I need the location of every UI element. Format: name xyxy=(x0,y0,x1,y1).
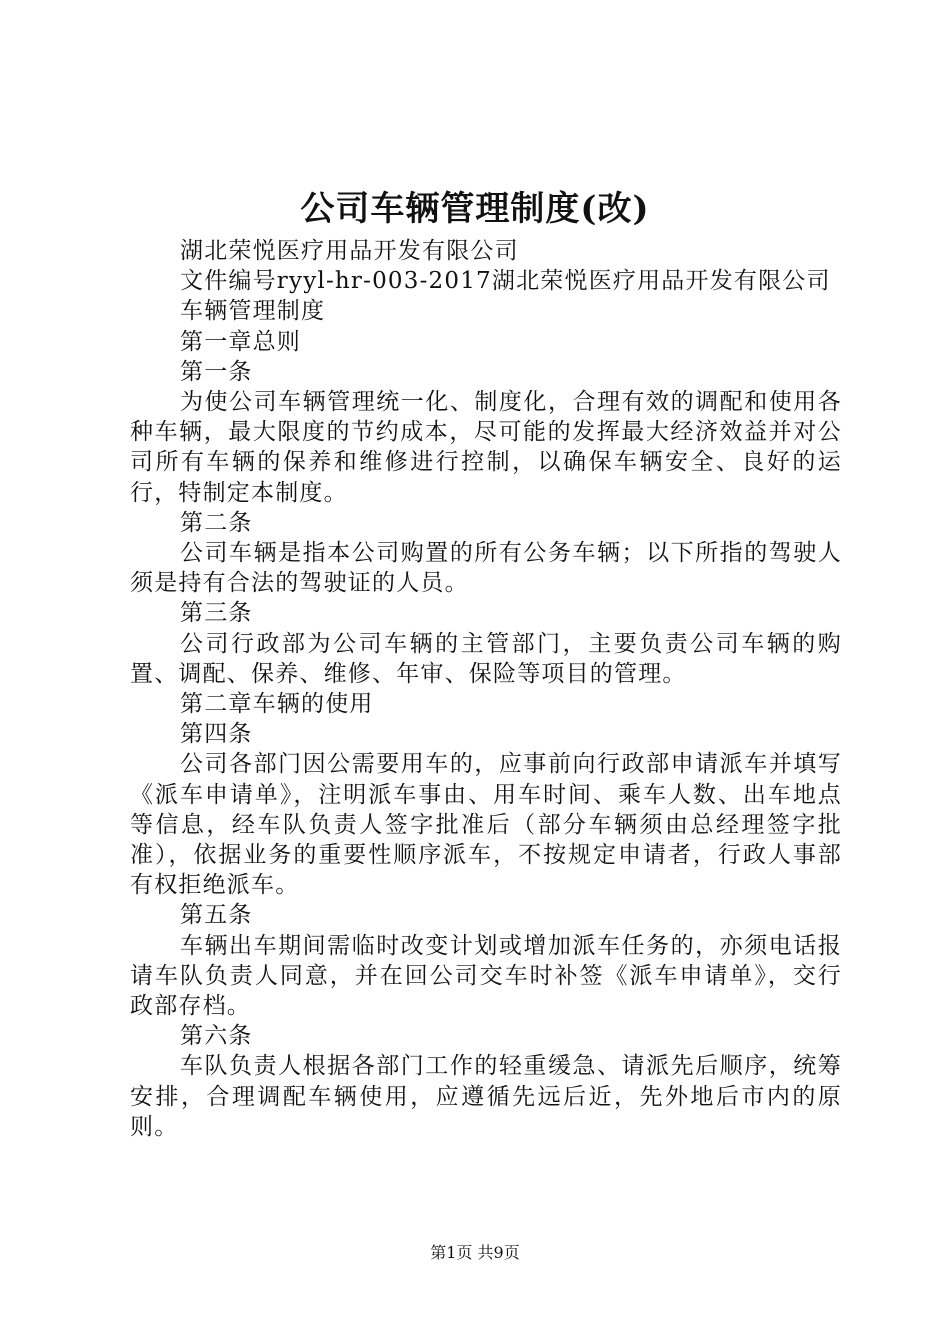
article-heading: 第六条 xyxy=(180,1023,253,1050)
page-number-footer: 第1页 共9页 xyxy=(430,1243,520,1262)
regulation-name: 车辆管理制度 xyxy=(180,298,326,325)
document-body xyxy=(130,236,842,1142)
article-text: 为使公司车辆管理统一化、制度化，合理有效的调配和使用各种车辆，最大限度的节约成本，尽可能的发挥最大经济效益并对公司所有车辆的保养和维修进行控制，以确保车辆安全、良好的运行，特制定本制度。 xyxy=(130,389,842,506)
article-text: 车队负责人根据各部门工作的轻重缓急、请派先后顺序，统筹安排，合理调配车辆使用，应遵循先远后近，先外地后市内的原则。 xyxy=(130,1053,842,1140)
article-text: 车辆出车期间需临时改变计划或增加派车任务的，亦须电话报请车队负责人同意，并在回公司交车时补签《派车申请单》，交行政部存档。 xyxy=(130,932,842,1020)
article-text: 公司车辆是指本公司购置的所有公务车辆；以下所指的驾驶人须是持有合法的驾驶证的人员。 xyxy=(130,540,842,597)
company-name: 湖北荣悦医疗用品开发有限公司 xyxy=(180,238,519,264)
article-heading: 第四条 xyxy=(180,721,253,748)
article-heading: 第五条 xyxy=(180,902,253,929)
article-text: 公司行政部为公司车辆的主管部门，主要负责公司车辆的购置、调配、保养、维修、年审、保险等项目的管理。 xyxy=(130,630,842,687)
chapter-heading: 第二章车辆的使用 xyxy=(180,691,374,718)
document-title: 公司车辆管理制度(改) xyxy=(300,189,650,229)
article-heading: 第一条 xyxy=(180,358,253,385)
chapter-heading: 第一章总则 xyxy=(180,328,301,355)
file-number-line: 文件编号ryyl-hr-003-2017湖北荣悦医疗用品开发有限公司 xyxy=(180,268,831,295)
article-text: 公司各部门因公需要用车的，应事前向行政部申请派车并填写《派车申请单》，注明派车事由、用车时间、乘车人数、出车地点等信息，经车队负责人签字批准后（部分车辆须由总经理签字批准），依据业务的重要性顺序派车，不按规定申请者，行政人事部有权拒绝派车。 xyxy=(130,751,842,899)
article-heading: 第二条 xyxy=(180,509,253,536)
article-heading: 第三条 xyxy=(180,600,253,627)
